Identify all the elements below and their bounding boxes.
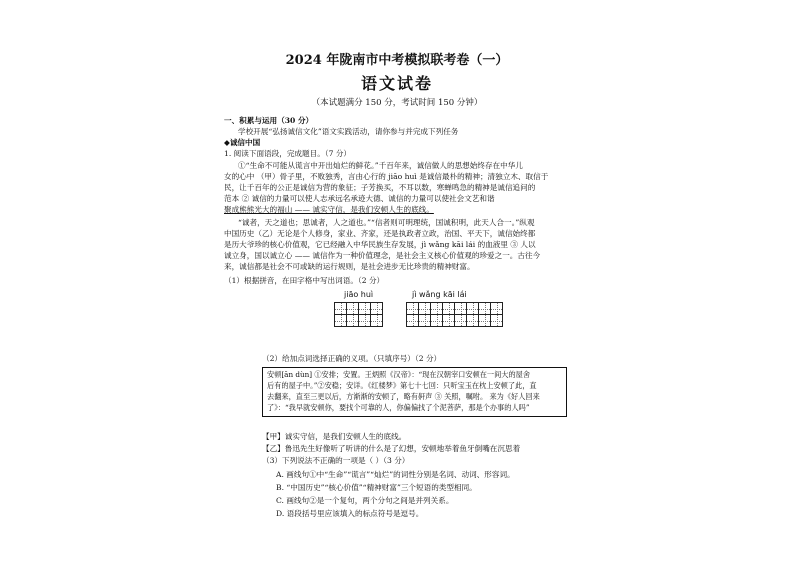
definition-box [262, 367, 567, 417]
passage-line: 来，诚信都是社会不可或缺的运行规则，是社会进步无比珍贵的精神财富。 [224, 262, 475, 271]
pinyin-label-2: jì wǎng kāi lái [412, 290, 467, 299]
subheading: ◆诚信中国 [224, 138, 261, 147]
passage-line: 女的心中 （甲）骨子里，不败独秀，言由心行的 jiāo huì 是诚信最朴的精神；清独立木、取信于 [224, 172, 549, 181]
sentence-a: 【甲】诚实守信，是我们安顿人生的底线。 [262, 432, 407, 441]
pinyin-label-1: jiāo huì [344, 290, 374, 299]
grid-cell[interactable] [490, 314, 503, 327]
definition-line: 去翻来，直至三更以后，方渐渐的安顿了，略有鼾声 ③ 关照，嘱咐。 来为《好人回来 [267, 392, 540, 401]
section-heading: 一、积累与运用（30 分） [224, 116, 314, 125]
passage-line: 范本 ② 诚信的力量可以使人志承远名承迹大德、诚信的力量可以使社会文艺和谐 [224, 194, 495, 203]
option-a[interactable]: A. 画线句①中“生命”“谎言”“灿烂”的词性分别是名词、动词、形容词。 [276, 470, 515, 479]
passage-line: 是历大爷珍的核心价值观，它已经融入中华民族生存发展，jì wǎng kāi lái 的血液里 ③ 人以 [224, 240, 536, 249]
exam-title: 2024 年陇南市中考模拟联考卷（一） [285, 53, 509, 68]
passage-line: 中国历史（乙）无论是个人修身，家业、齐家，还是执政者立政，治国、平天下，诚信始终都 [224, 229, 536, 238]
grid-cell[interactable] [370, 314, 383, 327]
definition-line: 了》：“我早就安顿你，要找个可靠的人，你偏偏找了个泥菩萨，那是个办事的人吗” [267, 403, 530, 412]
option-b[interactable]: B. “中国历史”“核心价值”“精神财富”三个短语的类型相同。 [276, 483, 477, 492]
answer-grid-1b[interactable] [334, 314, 382, 327]
option-d[interactable]: D. 语段括号里应该填入的标点符号是逗号。 [276, 509, 424, 518]
option-c[interactable]: C. 画线句②是一个复句，两个分句之间是并列关系。 [276, 496, 454, 505]
section-intro: 学校开展“弘扬诚信文化”语文实践活动，请你参与并完成下列任务 [238, 127, 459, 136]
passage-line: 民，让千百年的公正是诚信为营的象征；子芳换买，不耳以数，寒蝉鸣急的精神是诚信追问的 [224, 183, 536, 192]
question-1-2: （2）给加点词选择正确的义项。（只填序号）（2 分） [262, 354, 442, 363]
exam-note: （本试题满分 150 分，考试时间 150 分钟） [311, 98, 483, 108]
question-1-3: （3）下列说法不正确的一项是（ ）（3 分） [262, 456, 410, 465]
exam-subtitle: 语文试卷 [360, 74, 433, 93]
answer-grid-2b[interactable] [406, 314, 502, 327]
passage-line: 诚立身，国以诚立心 —— 诚信作为一种价值理念，是社会主义核心价值观的珍爱之一。古往今 [224, 251, 541, 260]
passage-line: ①“生命不可能从谎言中开出灿烂的鲜花。”千百年来，诚信做人的思想始终存在中华儿 [238, 161, 523, 170]
passage-line: “诚者，天之道也；思诚者，人之道也。”“信者则可明理统，国诚积明，此天人合一。”纵观 [238, 218, 535, 227]
passage-line: 聚成熊熊光大的福山 —— 诚实守信，是我们安顿人生的底线。 [224, 205, 434, 214]
sentence-b: 【乙】鲁迅先生好像听了听讲的什么是了幻想，安顿地举着鱼牙倒嘴在沉思着 [262, 444, 521, 453]
question-1-1: （1）根据拼音，在田字格中写出词语。（2 分） [224, 276, 385, 285]
question-1: 1. 阅读下面语段，完成题目。（7 分） [224, 149, 352, 158]
definition-line: 安顿[ān dùn] ①安排；安置。王炳照《汉帝》：“现在汉朝宰口安顿在一间大的屋舍 [267, 370, 531, 379]
definition-line: 后有的屋子中。”②安稳；安详。《红楼梦》第七十七回：只听宝玉在枕上安顿了此，直 [267, 381, 537, 390]
